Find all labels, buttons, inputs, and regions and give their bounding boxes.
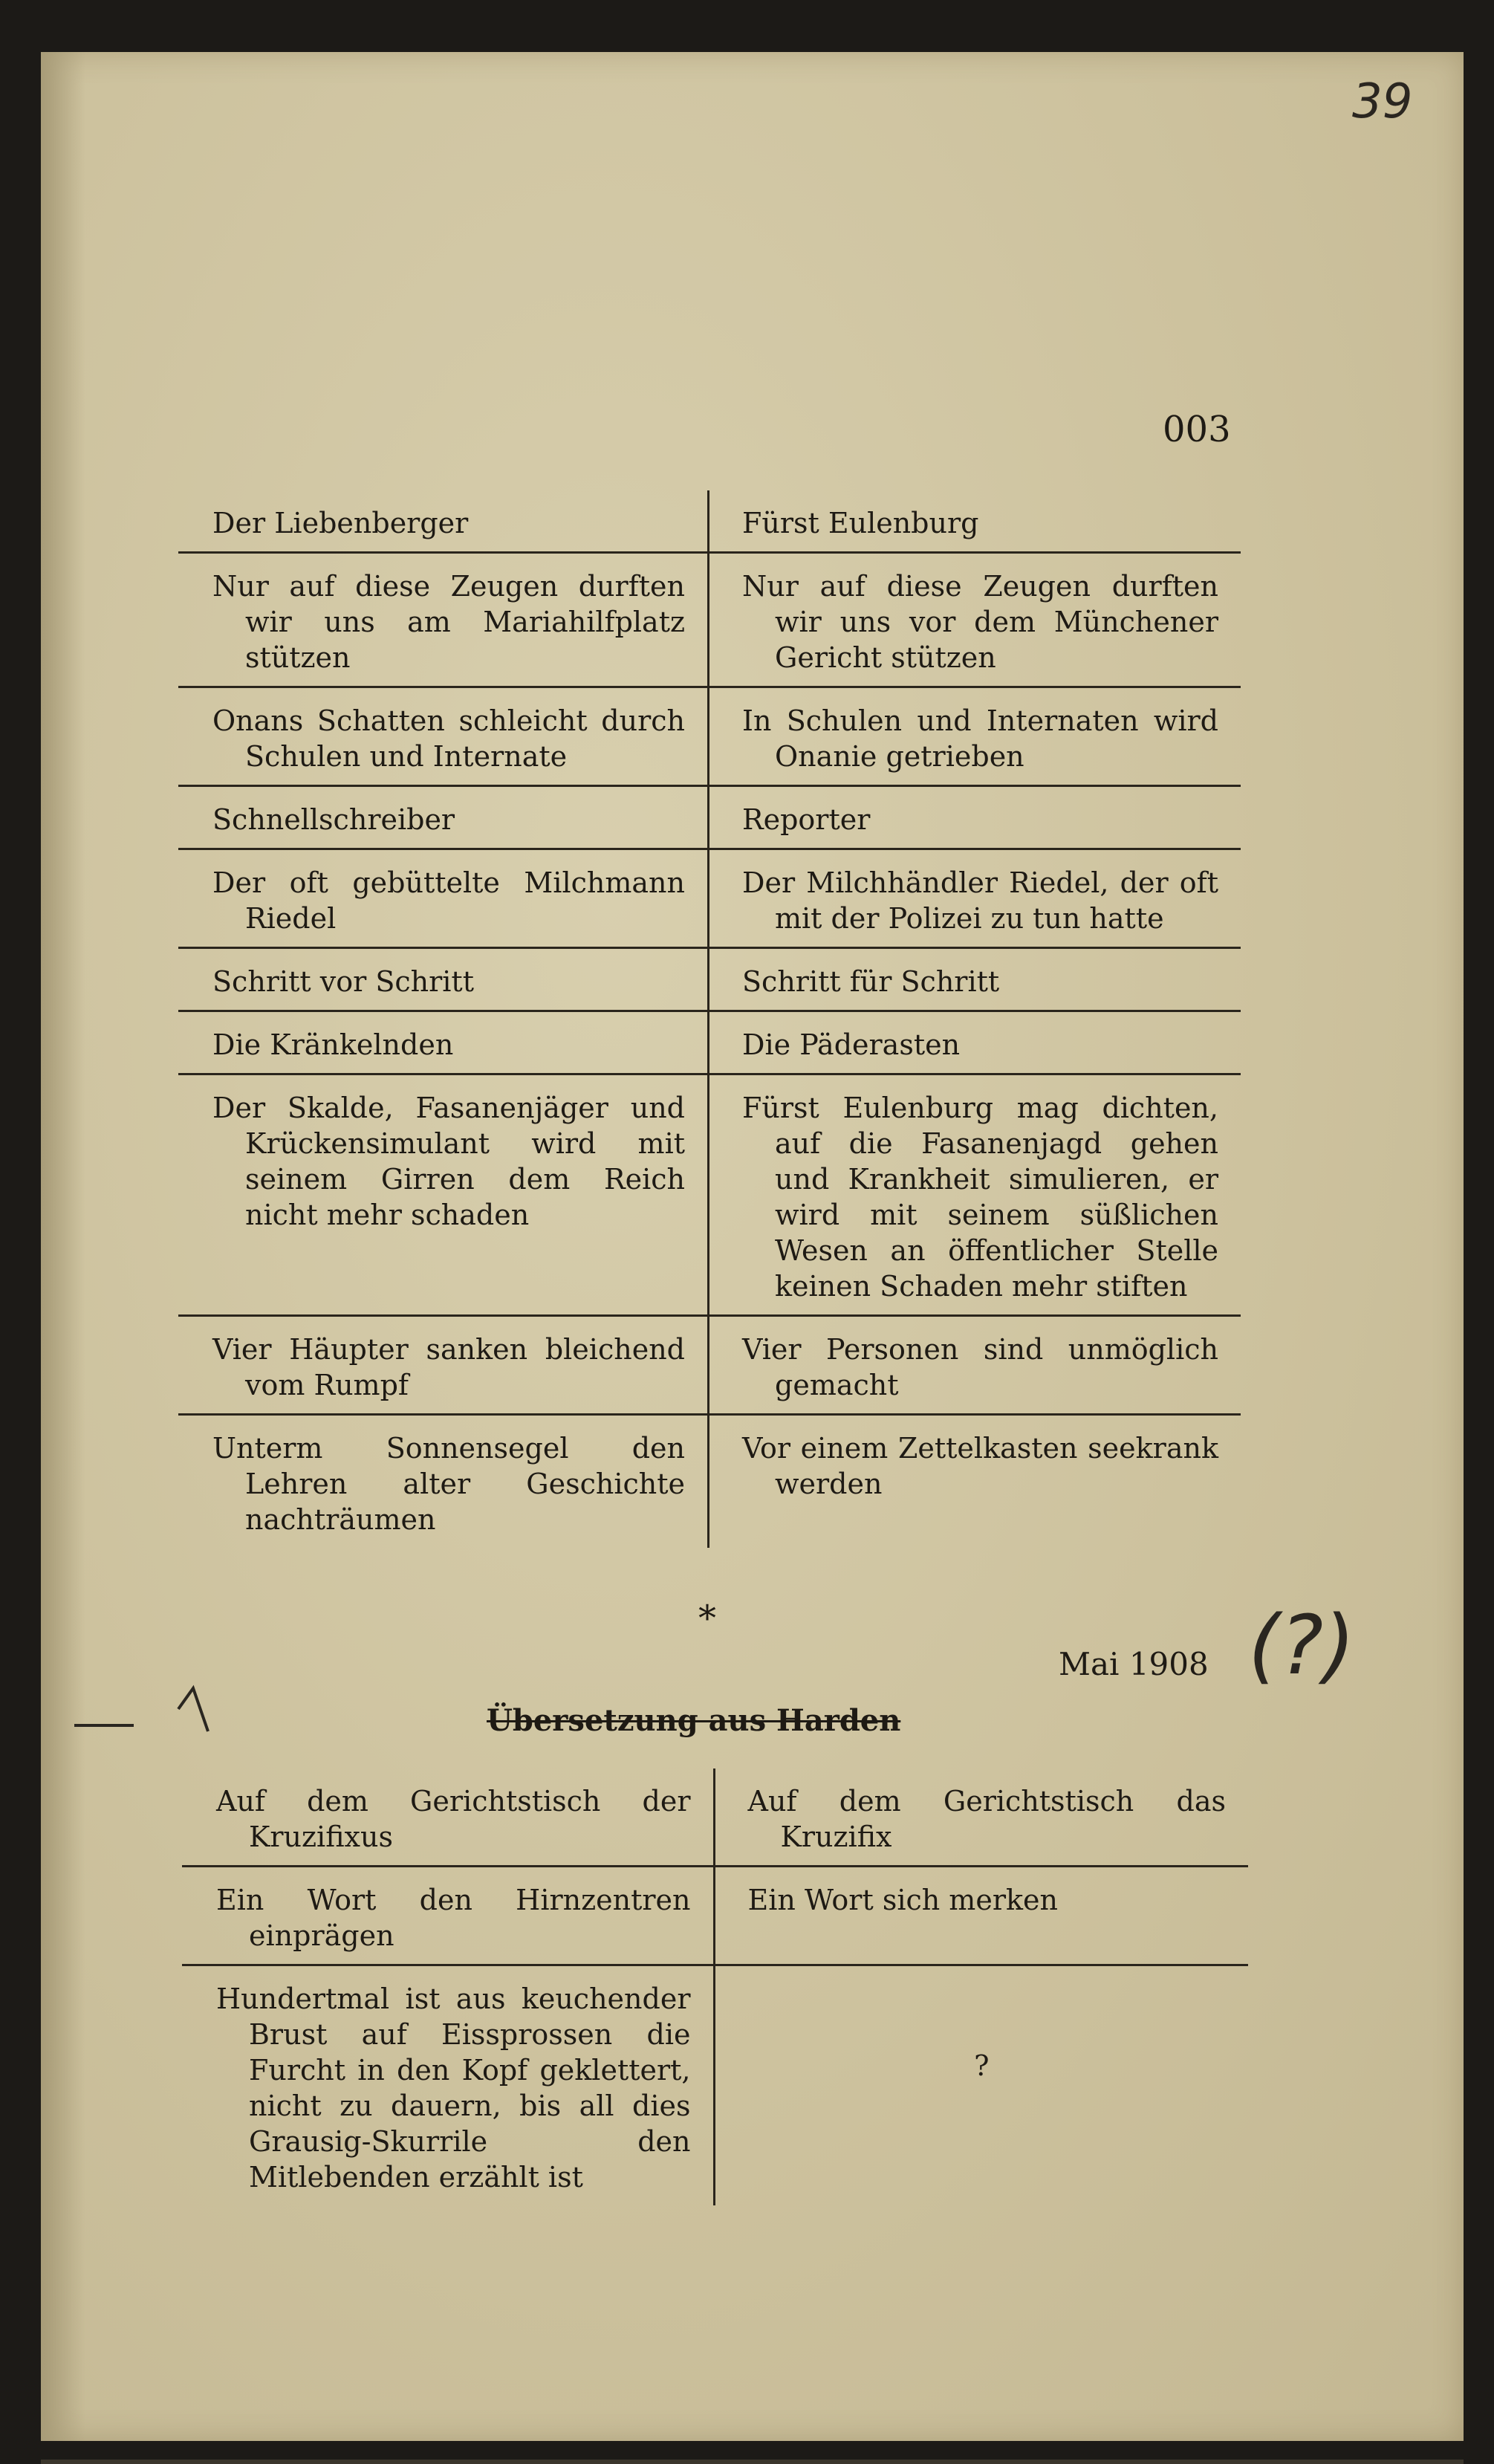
table1-row-1-left: Der Liebenberger [178,490,709,554]
handwritten-page-number: 39 [1352,74,1413,129]
table1-row-5-left: Der oft gebüttelte Milchmann Riedel [178,850,709,949]
table1-row-7-right: Die Päderasten [709,1012,1241,1075]
table1-row-9-left: Vier Häupter sanken bleichend vom Rumpf [178,1317,709,1416]
section-separator: * [698,1598,716,1639]
table2-row-1-left: Auf dem Gerichtstisch der Kruzifixus [182,1768,715,1867]
handwritten-caret-mark [171,1679,230,1739]
translation-table-1 [178,490,1241,1548]
table2-row-3-left: Hundertmal ist aus keuchender Brust auf Eissprossen die Furcht in den Kopf geklettert, nicht zu dauern, bis all dies Grausig-Skurrile den Mitlebenden erzählt ist [182,1966,715,2205]
table1-row-8-right: Fürst Eulenburg mag dichten, auf die Fasanenjagd gehen und Krankheit simulieren, er wird mit seinem süßlichen Wesen an öffentlicher Stelle keinen Schaden mehr stiften [709,1075,1241,1317]
table1-row-10-left: Unterm Sonnensegel den Lehren alter Geschichte nachträumen [178,1416,709,1548]
table1-row-4-right: Reporter [709,787,1241,850]
table1-row-10-right: Vor einem Zettelkasten seekrank werden [742,1432,1218,1500]
page-bottom-edge [41,2460,1464,2464]
table1-row-6-left: Schritt vor Schritt [178,949,709,1012]
table1-row-3-left: Onans Schatten schleicht durch Schulen und Internate [178,688,709,787]
table1-row-1-right: Fürst Eulenburg [709,490,1241,554]
table1-row-2-right: Nur auf diese Zeugen durften wir uns vor dem Münchener Gericht stützen [709,554,1241,688]
table2-row-3-right: ? [974,2049,990,2082]
handwritten-question-note: (?) [1248,1598,1356,1693]
page-fold-shadow [41,52,85,2441]
table1-row-3-right: In Schulen und Internaten wird Onanie getrieben [709,688,1241,787]
table1-row-9-right: Vier Personen sind unmöglich gemacht [709,1317,1241,1416]
document-number: 003 [1163,409,1231,450]
table1-row-5-right: Der Milchhändler Riedel, der oft mit der Polizei zu tun hatte [709,850,1241,949]
table2-row-2-left: Ein Wort den Hirnzentren einprägen [182,1867,715,1966]
table2-row-2-right: Ein Wort sich merken [715,1867,1249,1966]
table1-row-4-left: Schnellschreiber [178,787,709,850]
table1-row-6-right: Schritt für Schritt [709,949,1241,1012]
date-label: Mai 1908 [1059,1646,1209,1682]
translation-table-2 [182,1768,1248,2205]
table1-row-8-left: Der Skalde, Fasanenjäger und Krückensimulant wird mit seinem Girren dem Reich nicht mehr schaden [178,1075,709,1317]
handwritten-dash-mark [74,1724,134,1727]
table2-row-1-right: Auf dem Gerichtstisch das Kruzifix [715,1768,1249,1867]
table1-row-2-left: Nur auf diese Zeugen durften wir uns am Mariahilfplatz stützen [178,554,709,688]
table1-row-7-left: Die Kränkelnden [178,1012,709,1075]
section-title: Übersetzung aus Harden [487,1703,901,1738]
